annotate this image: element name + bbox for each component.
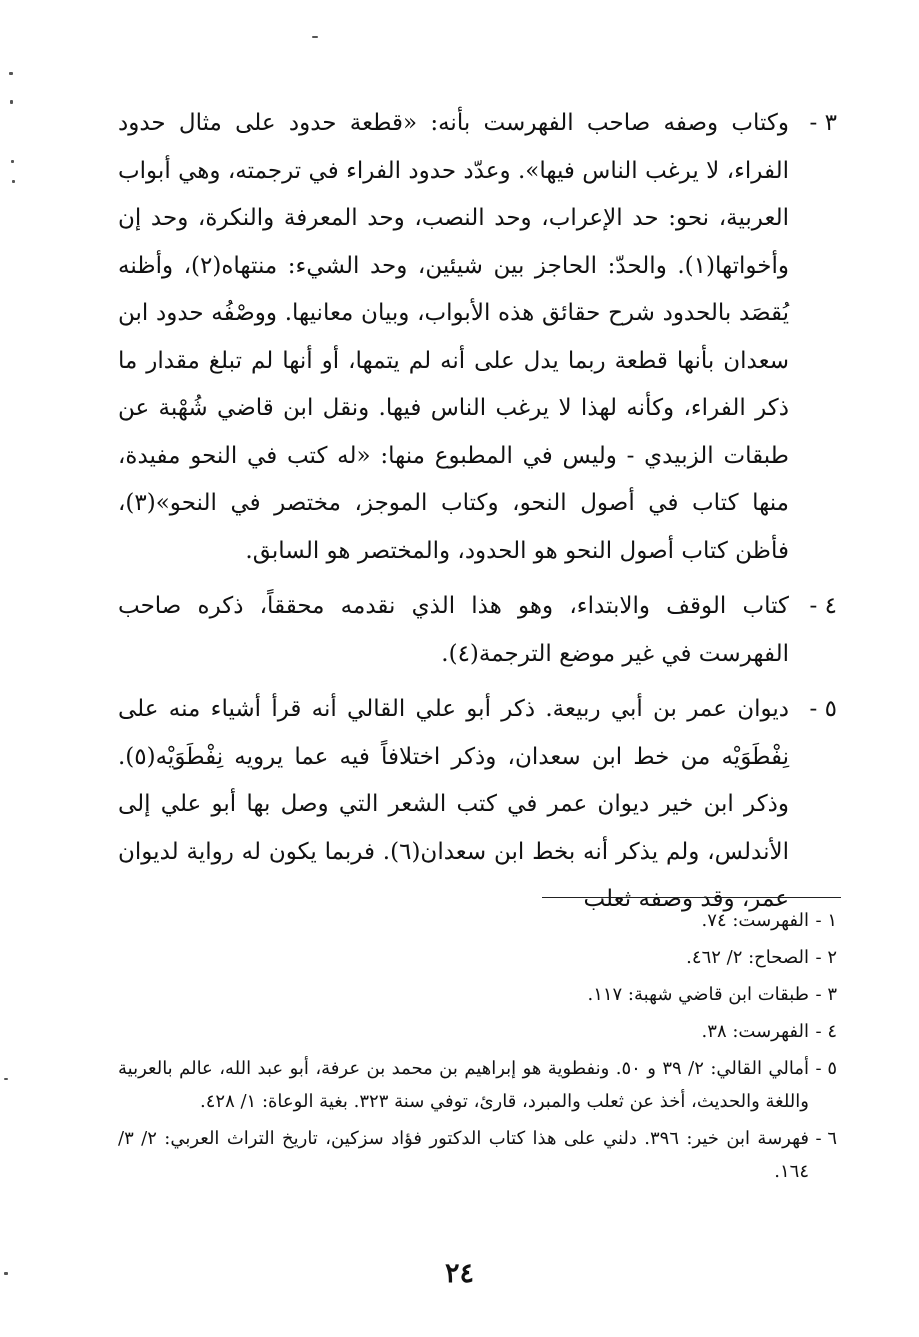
footnote-text: الفهرست: ٣٨.	[701, 1021, 809, 1042]
paragraph-text: وكتاب وصفه صاحب الفهرست بأنه: «قطعة حدود على مثال حدود الفراء، لا يرغب الناس فيها». وعدّد حدود الفراء في ترجمته، وهي أبواب العربية، نحو: حد الإعراب، وحد النصب، وحد المعرفة والنكرة، وحد إن وأخواتها(١). والحدّ: الحاجز بين شيئين، وحد الشيء: منتهاه(٢)، وأظنه يُقصَد بالحدود شرح حقائق هذه الأبواب، وبيان معانيها. ووصْفُه حدود ابن سعدان بأنها قطعة ربما يدل على أنه لم يتمها، أو أنها لم تبلغ مقدار ما ذكر الفراء، وكأنه لهذا لا يرغب الناس فيها. ونقل ابن قاضي شُهْبة عن طبقات الزبيدي - وليس في المطبوع منها: «له كتب في النحو مفيدة، منها كتاب في أصول النحو، وكتاب الموجز، مختصر في النحو»(٣)، فأظن كتاب أصول النحو هو الحدود، والمختصر هو السابق.	[118, 110, 789, 564]
footnote	[118, 941, 837, 974]
paragraph-number: ٤ -	[809, 593, 837, 619]
footnote-text: أمالي القالي: ٢/ ٣٩ و ٥٠. ونفطوية هو إبراهيم بن محمد بن عرفة، أبو عبد الله، عالم بالعربية واللغة والحديث، أخذ عن ثعلب والمبرد، قارئ، توفي سنة ٣٢٣. بغية الوعاة: ١/ ٤٢٨.	[118, 1058, 809, 1112]
footnote-number: ١ -	[815, 910, 837, 931]
footnote-text: طبقات ابن قاضي شهبة: ١١٧.	[587, 984, 809, 1005]
footnote-number: ٦ -	[815, 1128, 837, 1149]
paragraph	[118, 583, 837, 678]
footnote	[118, 904, 837, 937]
scan-speck	[9, 72, 13, 75]
footnote-number: ٣ -	[815, 984, 837, 1005]
paragraph-number: ٥ -	[809, 696, 837, 722]
page-number: ٢٤	[444, 1258, 474, 1289]
footnotes	[118, 904, 837, 1192]
footnote-text: فهرسة ابن خير: ٣٩٦. دلني على هذا كتاب الدكتور فؤاد سزكين، تاريخ التراث العربي: ٢/ ٣/ ١٦٤.	[118, 1128, 809, 1182]
footnote	[118, 978, 837, 1011]
footnote	[118, 1052, 837, 1118]
scan-speck	[12, 180, 15, 183]
footnote	[118, 1015, 837, 1048]
main-text	[118, 100, 837, 924]
footnote-text: الصحاح: ٢/ ٤٦٢.	[686, 947, 809, 968]
paragraph-number: ٣ -	[809, 110, 837, 136]
paragraph	[118, 100, 837, 575]
footnote-divider	[542, 897, 841, 898]
paragraph	[118, 686, 837, 924]
footnote-number: ٤ -	[815, 1021, 837, 1042]
scan-speck	[4, 1078, 8, 1080]
footnote-number: ٥ -	[815, 1058, 837, 1079]
footnote	[118, 1122, 837, 1188]
footnote-text: الفهرست: ٧٤.	[701, 910, 809, 931]
scan-speck	[11, 160, 14, 163]
scan-speck	[10, 100, 13, 104]
paragraph-text: ديوان عمر بن أبي ربيعة. ذكر أبو علي القالي أنه قرأ أشياء منه على نِفْطَوَيْه من خط ابن سعدان، وذكر اختلافاً فيه عما يرويه نِفْطَوَيْه(٥). وذكر ابن خير ديوان عمر في كتب الشعر التي وصل بها أبو علي إلى الأندلس، ولم يذكر أنه بخط ابن سعدان(٦). فربما يكون له رواية لديوان عمر، وقد وصفه ثعلب	[118, 696, 789, 912]
footnote-number: ٢ -	[815, 947, 837, 968]
paragraph-text: كتاب الوقف والابتداء، وهو هذا الذي نقدمه محققاً، ذكره صاحب الفهرست في غير موضع الترجمة(٤).	[118, 593, 789, 667]
scan-speck	[312, 36, 318, 38]
